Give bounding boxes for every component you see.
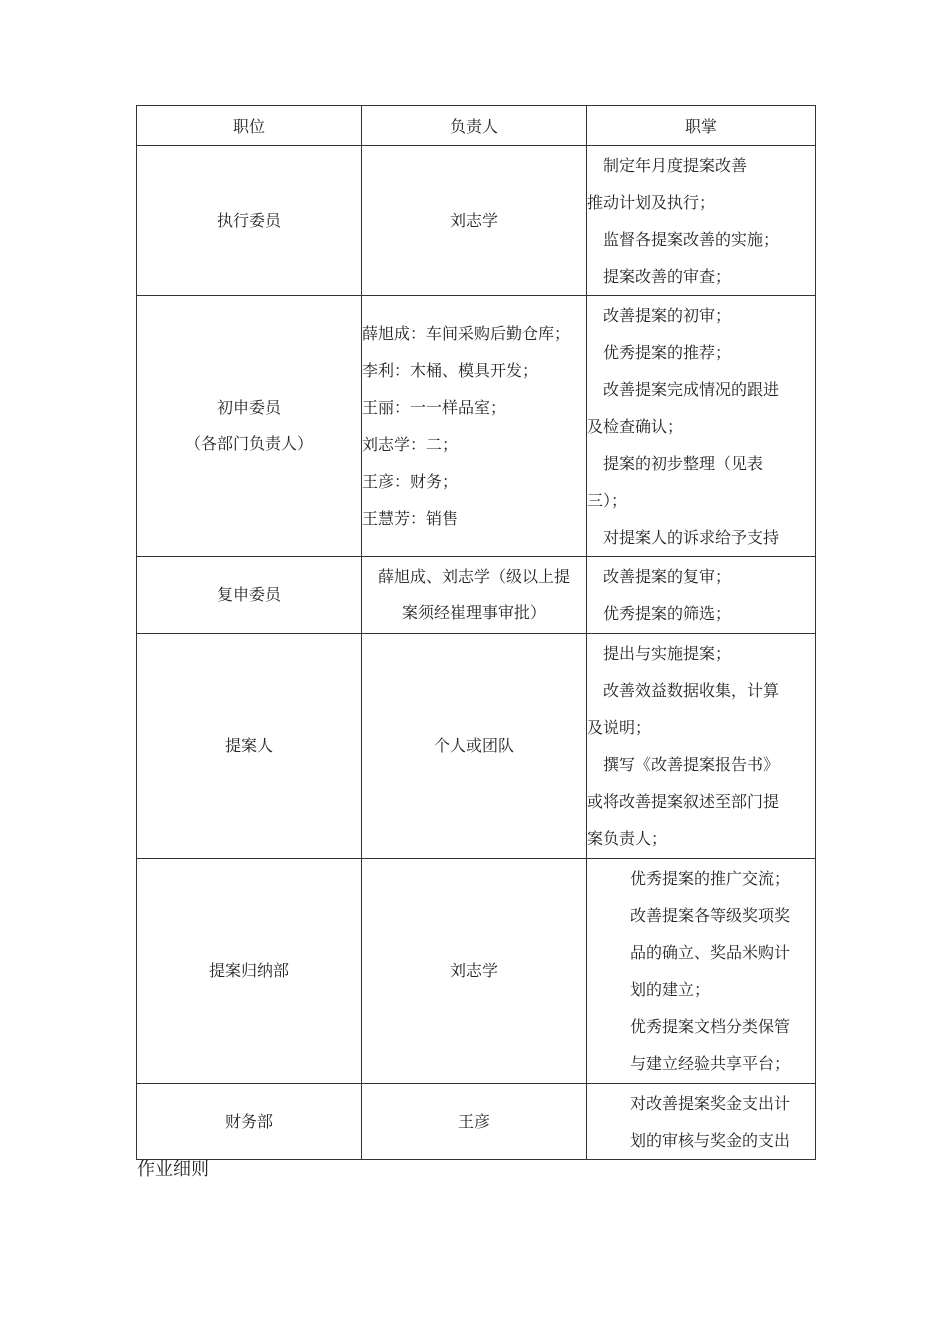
position-cell xyxy=(137,557,362,634)
duties-cell xyxy=(587,296,816,557)
duty-line: 优秀提案的筛选； xyxy=(603,604,732,623)
duty-line: 对提案人的诉求给予支持 xyxy=(603,527,780,547)
position-cell xyxy=(137,1084,362,1160)
duty-line: 改善提案的复审； xyxy=(603,567,732,586)
owner-cell xyxy=(362,296,587,557)
duties-cell xyxy=(587,557,816,634)
owner-text: 王丽：一一样品室； xyxy=(362,398,507,417)
owner-text: 案须经崔理事审批） xyxy=(401,603,546,622)
owner-text: 王彦：财务； xyxy=(362,472,459,491)
duty-line: 监督各提案改善的实施； xyxy=(603,229,780,249)
position-text: 提案归纳部 xyxy=(208,961,289,980)
table-row xyxy=(137,296,816,557)
duty-line: 优秀提案的推广交流； xyxy=(630,869,791,888)
duty-line: 品的确立、奖品米购计 xyxy=(630,943,791,962)
table-row xyxy=(137,1084,816,1160)
owner-text: 李利：木桶、模具开发； xyxy=(362,361,539,380)
column-header-duties: 职掌 xyxy=(587,106,816,146)
owner-text: 薛旭成、刘志学（级以上提 xyxy=(377,567,570,586)
owner-text: 薛旭成：车间采购后勤仓库； xyxy=(362,324,571,343)
duty-line: 改善效益数据收集，计算 xyxy=(603,681,780,700)
position-cell xyxy=(137,146,362,296)
owner-text: 王彦 xyxy=(457,1111,490,1131)
position-cell xyxy=(137,296,362,557)
position-cell xyxy=(137,634,362,859)
section-heading: 作业细则 xyxy=(137,1159,209,1180)
owner-text: 刘志学 xyxy=(449,210,498,230)
duty-line: 改善提案的初审； xyxy=(603,305,732,325)
duty-line: 推动计划及执行； xyxy=(587,192,716,212)
owner-cell xyxy=(362,146,587,296)
owner-cell xyxy=(362,634,587,859)
owner-text: 个人或团队 xyxy=(433,736,514,755)
table-header-row xyxy=(137,106,816,146)
duty-line: 及说明； xyxy=(587,718,652,737)
duty-line: 优秀提案的推荐； xyxy=(603,342,732,362)
column-header-position: 职位 xyxy=(137,106,362,146)
duty-line: 划的建立； xyxy=(630,980,711,999)
responsibility-table xyxy=(136,105,816,1160)
owner-text: 王慧芳：销售 xyxy=(362,509,459,528)
duties-cell xyxy=(587,1084,816,1160)
duty-line: 改善提案完成情况的跟进 xyxy=(603,379,780,399)
position-text: 初申委员 xyxy=(216,398,281,417)
position-text: 执行委员 xyxy=(216,210,281,230)
owner-cell xyxy=(362,557,587,634)
position-subtext: （各部门负责人） xyxy=(184,434,313,453)
owner-cell xyxy=(362,859,587,1084)
duty-line: 对改善提案奖金支出计 xyxy=(630,1093,791,1113)
table-row xyxy=(137,557,816,634)
duties-cell xyxy=(587,146,816,296)
table-row xyxy=(137,146,816,296)
position-text: 财务部 xyxy=(224,1111,273,1131)
table-row xyxy=(137,859,816,1084)
duty-line: 制定年月度提案改善 xyxy=(603,155,748,175)
duty-line: 或将改善提案叙述至部门提 xyxy=(587,792,780,811)
owner-cell xyxy=(362,1084,587,1160)
position-text: 提案人 xyxy=(224,736,273,755)
duty-line: 改善提案各等级奖项奖 xyxy=(630,906,791,925)
duties-cell xyxy=(587,859,816,1084)
owner-text: 刘志学 xyxy=(449,961,498,980)
duty-line: 优秀提案文档分类保管 xyxy=(630,1017,791,1036)
position-text: 复申委员 xyxy=(216,585,281,604)
position-cell xyxy=(137,859,362,1084)
duty-line: 提案的初步整理（见表 xyxy=(603,453,764,473)
duty-line: 及检查确认； xyxy=(587,416,684,436)
column-header-owner: 负责人 xyxy=(362,106,587,146)
duty-line: 撰写《改善提案报告书》 xyxy=(603,755,780,774)
duties-cell xyxy=(587,634,816,859)
duty-line: 与建立经验共享平台； xyxy=(630,1054,791,1073)
duty-line: 提出与实施提案； xyxy=(603,644,732,663)
owner-text: 刘志学：二； xyxy=(362,435,459,454)
duty-line: 三）； xyxy=(587,490,628,510)
duty-line: 案负责人； xyxy=(587,829,668,848)
duty-line: 划的审核与奖金的支出 xyxy=(630,1130,791,1150)
duty-line: 提案改善的审查； xyxy=(603,266,732,286)
table-row xyxy=(137,634,816,859)
